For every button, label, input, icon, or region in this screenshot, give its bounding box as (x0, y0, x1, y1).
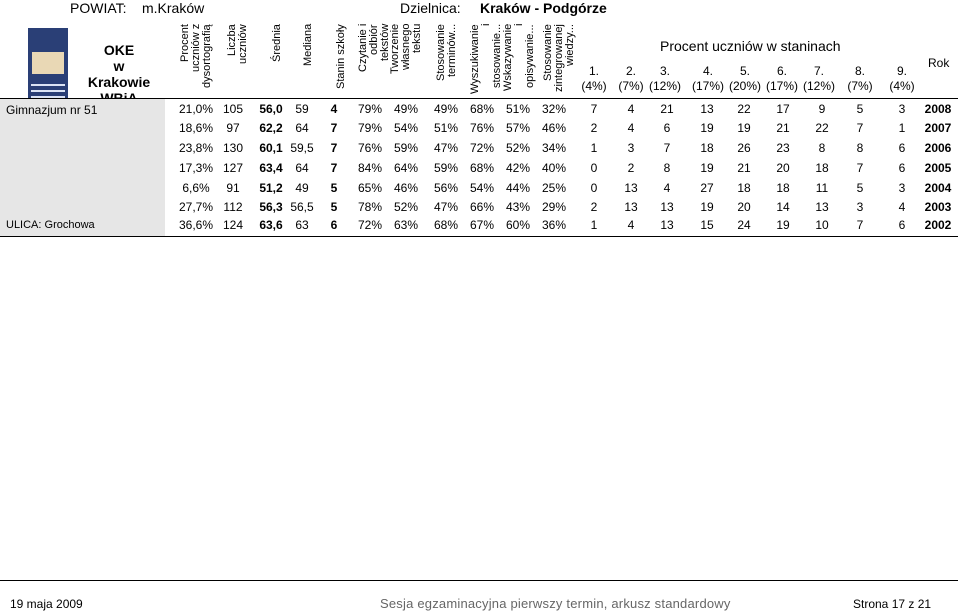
school-name: Gimnazjum nr 51 (6, 103, 98, 117)
table-cell: 52% (505, 141, 531, 155)
table-cell: 76% (469, 121, 495, 135)
table-cell: 63% (393, 218, 419, 232)
table-cell: 84% (357, 161, 383, 175)
table-cell: 19 (776, 218, 790, 232)
table-cell: 2004 (924, 181, 952, 195)
table-cell: 29% (541, 200, 567, 214)
table-cell: 36,6% (179, 218, 214, 232)
table-cell: 20 (776, 161, 790, 175)
powiat-label: POWIAT: (70, 0, 127, 16)
table-cell: 9 (818, 102, 826, 116)
table-cell: 34% (541, 141, 567, 155)
stanin-column-header: 3. (12%) (648, 64, 681, 93)
table-cell: 13 (660, 218, 674, 232)
table-cell: 23 (776, 141, 790, 155)
table-cell: 76% (357, 141, 383, 155)
city-name: m.Kraków (142, 0, 205, 16)
table-cell: 26 (737, 141, 751, 155)
table-cell: 59% (433, 161, 459, 175)
table-cell: 5 (330, 181, 338, 195)
table-cell: 68% (433, 218, 459, 232)
footer-page: Strona 17 z 21 (853, 597, 932, 611)
table-cell: 5 (856, 102, 864, 116)
table-cell: 59 (295, 102, 309, 116)
column-header: Mediana (301, 24, 314, 67)
table-cell: 19 (700, 161, 714, 175)
column-header: Stanin szkoły (334, 24, 347, 89)
table-cell: 57% (505, 121, 531, 135)
column-header: Wyszukiwanie i stosowanie... (468, 24, 503, 94)
table-cell: 4 (627, 121, 635, 135)
table-cell: 43% (505, 200, 531, 214)
table-cell: 0 (590, 181, 598, 195)
stanin-column-header: 1. (4%) (581, 64, 607, 93)
table-cell: 19 (737, 121, 751, 135)
table-cell: 1 (590, 141, 598, 155)
table-cell: 2 (590, 121, 598, 135)
table-cell: 1 (590, 218, 598, 232)
table-cell: 4 (627, 218, 635, 232)
table-cell: 3 (856, 200, 864, 214)
street-label: ULICA: Grochowa (6, 219, 95, 231)
table-bottom-rule (0, 236, 958, 237)
table-cell: 112 (223, 200, 243, 214)
table-cell: 17,3% (179, 161, 214, 175)
table-cell: 7 (663, 141, 671, 155)
table-cell: 5 (330, 200, 338, 214)
table-cell: 49% (393, 102, 419, 116)
table-cell: 6 (330, 218, 338, 232)
table-cell: 4 (330, 102, 338, 116)
table-cell: 13 (624, 181, 638, 195)
table-cell: 13 (700, 102, 714, 116)
table-cell: 8 (818, 141, 826, 155)
footer-session: Sesja egzaminacyjna pierwszy termin, arkusz standardowy (380, 596, 731, 611)
table-cell: 7 (856, 121, 864, 135)
table-cell: 2 (590, 200, 598, 214)
column-header: Średnia (270, 24, 283, 62)
table-cell: 60% (505, 218, 531, 232)
rok-header: Rok (928, 56, 950, 70)
footer-date: 19 maja 2009 (10, 597, 83, 611)
table-cell: 65% (357, 181, 383, 195)
stanin-column-header: 7. (12%) (802, 64, 835, 93)
table-cell: 64 (295, 121, 309, 135)
table-cell: 3 (627, 141, 635, 155)
table-cell: 3 (898, 102, 906, 116)
table-cell: 18 (737, 181, 751, 195)
table-cell: 79% (357, 102, 383, 116)
stanin-column-header: 2. (7%) (618, 64, 644, 93)
table-cell: 7 (330, 121, 338, 135)
table-cell: 2002 (924, 218, 952, 232)
table-cell: 44% (505, 181, 531, 195)
table-cell: 6 (898, 161, 906, 175)
stanin-column-header: 4. (17%) (691, 64, 724, 93)
table-cell: 15 (700, 218, 714, 232)
column-header: Tworzenie własnego tekstu (388, 24, 423, 75)
table-cell: 17 (776, 102, 790, 116)
table-cell: 7 (590, 102, 598, 116)
school-label-panel (0, 98, 165, 236)
table-cell: 13 (815, 200, 829, 214)
table-cell: 23,8% (179, 141, 214, 155)
area-name: Kraków - Podgórze (480, 0, 607, 16)
table-cell: 40% (541, 161, 567, 175)
table-cell: 6 (663, 121, 671, 135)
column-header: Procent uczniów z dysortografią (178, 24, 213, 88)
table-cell: 130 (222, 141, 244, 155)
table-cell: 7 (330, 141, 338, 155)
table-cell: 1 (898, 121, 906, 135)
table-cell: 72% (357, 218, 383, 232)
table-cell: 67% (469, 218, 495, 232)
table-cell: 11 (815, 181, 829, 195)
table-cell: 6 (898, 141, 906, 155)
column-header: Stosowanie zintegrowanej wiedzy... (541, 24, 576, 92)
table-cell: 21,0% (179, 102, 214, 116)
table-cell: 7 (856, 218, 864, 232)
table-cell: 47% (433, 141, 459, 155)
table-cell: 97 (226, 121, 240, 135)
table-cell: 24 (737, 218, 751, 232)
table-cell: 68% (469, 102, 495, 116)
table-cell: 2008 (924, 102, 952, 116)
table-cell: 59,5 (290, 141, 314, 155)
table-cell: 127 (222, 161, 244, 175)
table-cell: 72% (469, 141, 495, 155)
table-cell: 78% (357, 200, 383, 214)
table-cell: 6 (898, 218, 906, 232)
table-cell: 91 (226, 181, 240, 195)
table-cell: 18 (776, 181, 790, 195)
table-cell: 18,6% (179, 121, 214, 135)
table-cell: 8 (856, 141, 864, 155)
table-cell: 68% (469, 161, 495, 175)
table-cell: 66% (469, 200, 495, 214)
table-cell: 27,7% (179, 200, 214, 214)
table-cell: 56,3 (259, 200, 283, 214)
table-cell: 56,0 (259, 102, 283, 116)
table-cell: 56,5 (290, 200, 314, 214)
table-cell: 19 (700, 200, 714, 214)
table-cell: 18 (700, 141, 714, 155)
table-cell: 7 (330, 161, 338, 175)
table-cell: 63,4 (259, 161, 283, 175)
table-cell: 2006 (924, 141, 952, 155)
table-cell: 62,2 (259, 121, 283, 135)
table-cell: 6,6% (182, 181, 210, 195)
table-cell: 2 (627, 161, 635, 175)
table-cell: 22 (737, 102, 751, 116)
table-cell: 22 (815, 121, 829, 135)
oke-title: OKE w Krakowie (87, 42, 151, 90)
table-cell: 52% (393, 200, 419, 214)
table-cell: 63,6 (259, 218, 283, 232)
table-cell: 10 (815, 218, 829, 232)
table-cell: 13 (624, 200, 638, 214)
table-cell: 0 (590, 161, 598, 175)
table-cell: 32% (541, 102, 567, 116)
table-cell: 51% (433, 121, 459, 135)
table-cell: 36% (541, 218, 567, 232)
column-header: Wskazywanie i opisywanie... (501, 24, 536, 92)
table-cell: 46% (541, 121, 567, 135)
table-cell: 64% (393, 161, 419, 175)
table-cell: 4 (627, 102, 635, 116)
table-cell: 60,1 (259, 141, 283, 155)
table-cell: 46% (393, 181, 419, 195)
table-cell: 7 (856, 161, 864, 175)
table-cell: 63 (295, 218, 309, 232)
table-cell: 27 (700, 181, 714, 195)
table-cell: 4 (898, 200, 906, 214)
table-cell: 49 (295, 181, 309, 195)
column-header: Liczba uczniów (226, 24, 249, 64)
table-cell: 51,2 (259, 181, 283, 195)
table-cell: 59% (393, 141, 419, 155)
table-cell: 21 (660, 102, 674, 116)
column-header: Stosowanie terminów... (435, 24, 458, 81)
table-cell: 8 (663, 161, 671, 175)
stanin-column-header: 9. (4%) (889, 64, 915, 93)
table-cell: 18 (815, 161, 829, 175)
table-cell: 4 (663, 181, 671, 195)
table-cell: 20 (737, 200, 751, 214)
column-header: Czytanie i odbiór tekstów (356, 24, 391, 73)
table-cell: 2005 (924, 161, 952, 175)
table-cell: 51% (505, 102, 531, 116)
table-cell: 2003 (924, 200, 952, 214)
stanin-column-header: 6. (17%) (765, 64, 798, 93)
stanin-column-header: 5. (20%) (728, 64, 761, 93)
stanin-column-header: 8. (7%) (847, 64, 873, 93)
table-cell: 124 (222, 218, 244, 232)
footer-rule (0, 580, 958, 581)
table-cell: 19 (700, 121, 714, 135)
dzielnica-label: Dzielnica: (400, 0, 461, 16)
table-cell: 3 (898, 181, 906, 195)
table-cell: 42% (505, 161, 531, 175)
oke-logo-icon (28, 28, 68, 104)
table-cell: 47% (433, 200, 459, 214)
table-cell: 2007 (924, 121, 952, 135)
table-cell: 54% (469, 181, 495, 195)
table-cell: 5 (856, 181, 864, 195)
table-cell: 49% (433, 102, 459, 116)
report-header (0, 0, 960, 18)
table-cell: 64 (295, 161, 309, 175)
table-cell: 21 (737, 161, 751, 175)
stanin-group-header: Procent uczniów w staninach (660, 38, 841, 54)
table-cell: 54% (393, 121, 419, 135)
table-cell: 56% (433, 181, 459, 195)
header-rule (0, 98, 958, 99)
table-cell: 25% (541, 181, 567, 195)
table-cell: 21 (776, 121, 790, 135)
table-cell: 13 (660, 200, 674, 214)
table-cell: 79% (357, 121, 383, 135)
table-cell: 105 (222, 102, 244, 116)
table-cell: 14 (776, 200, 790, 214)
